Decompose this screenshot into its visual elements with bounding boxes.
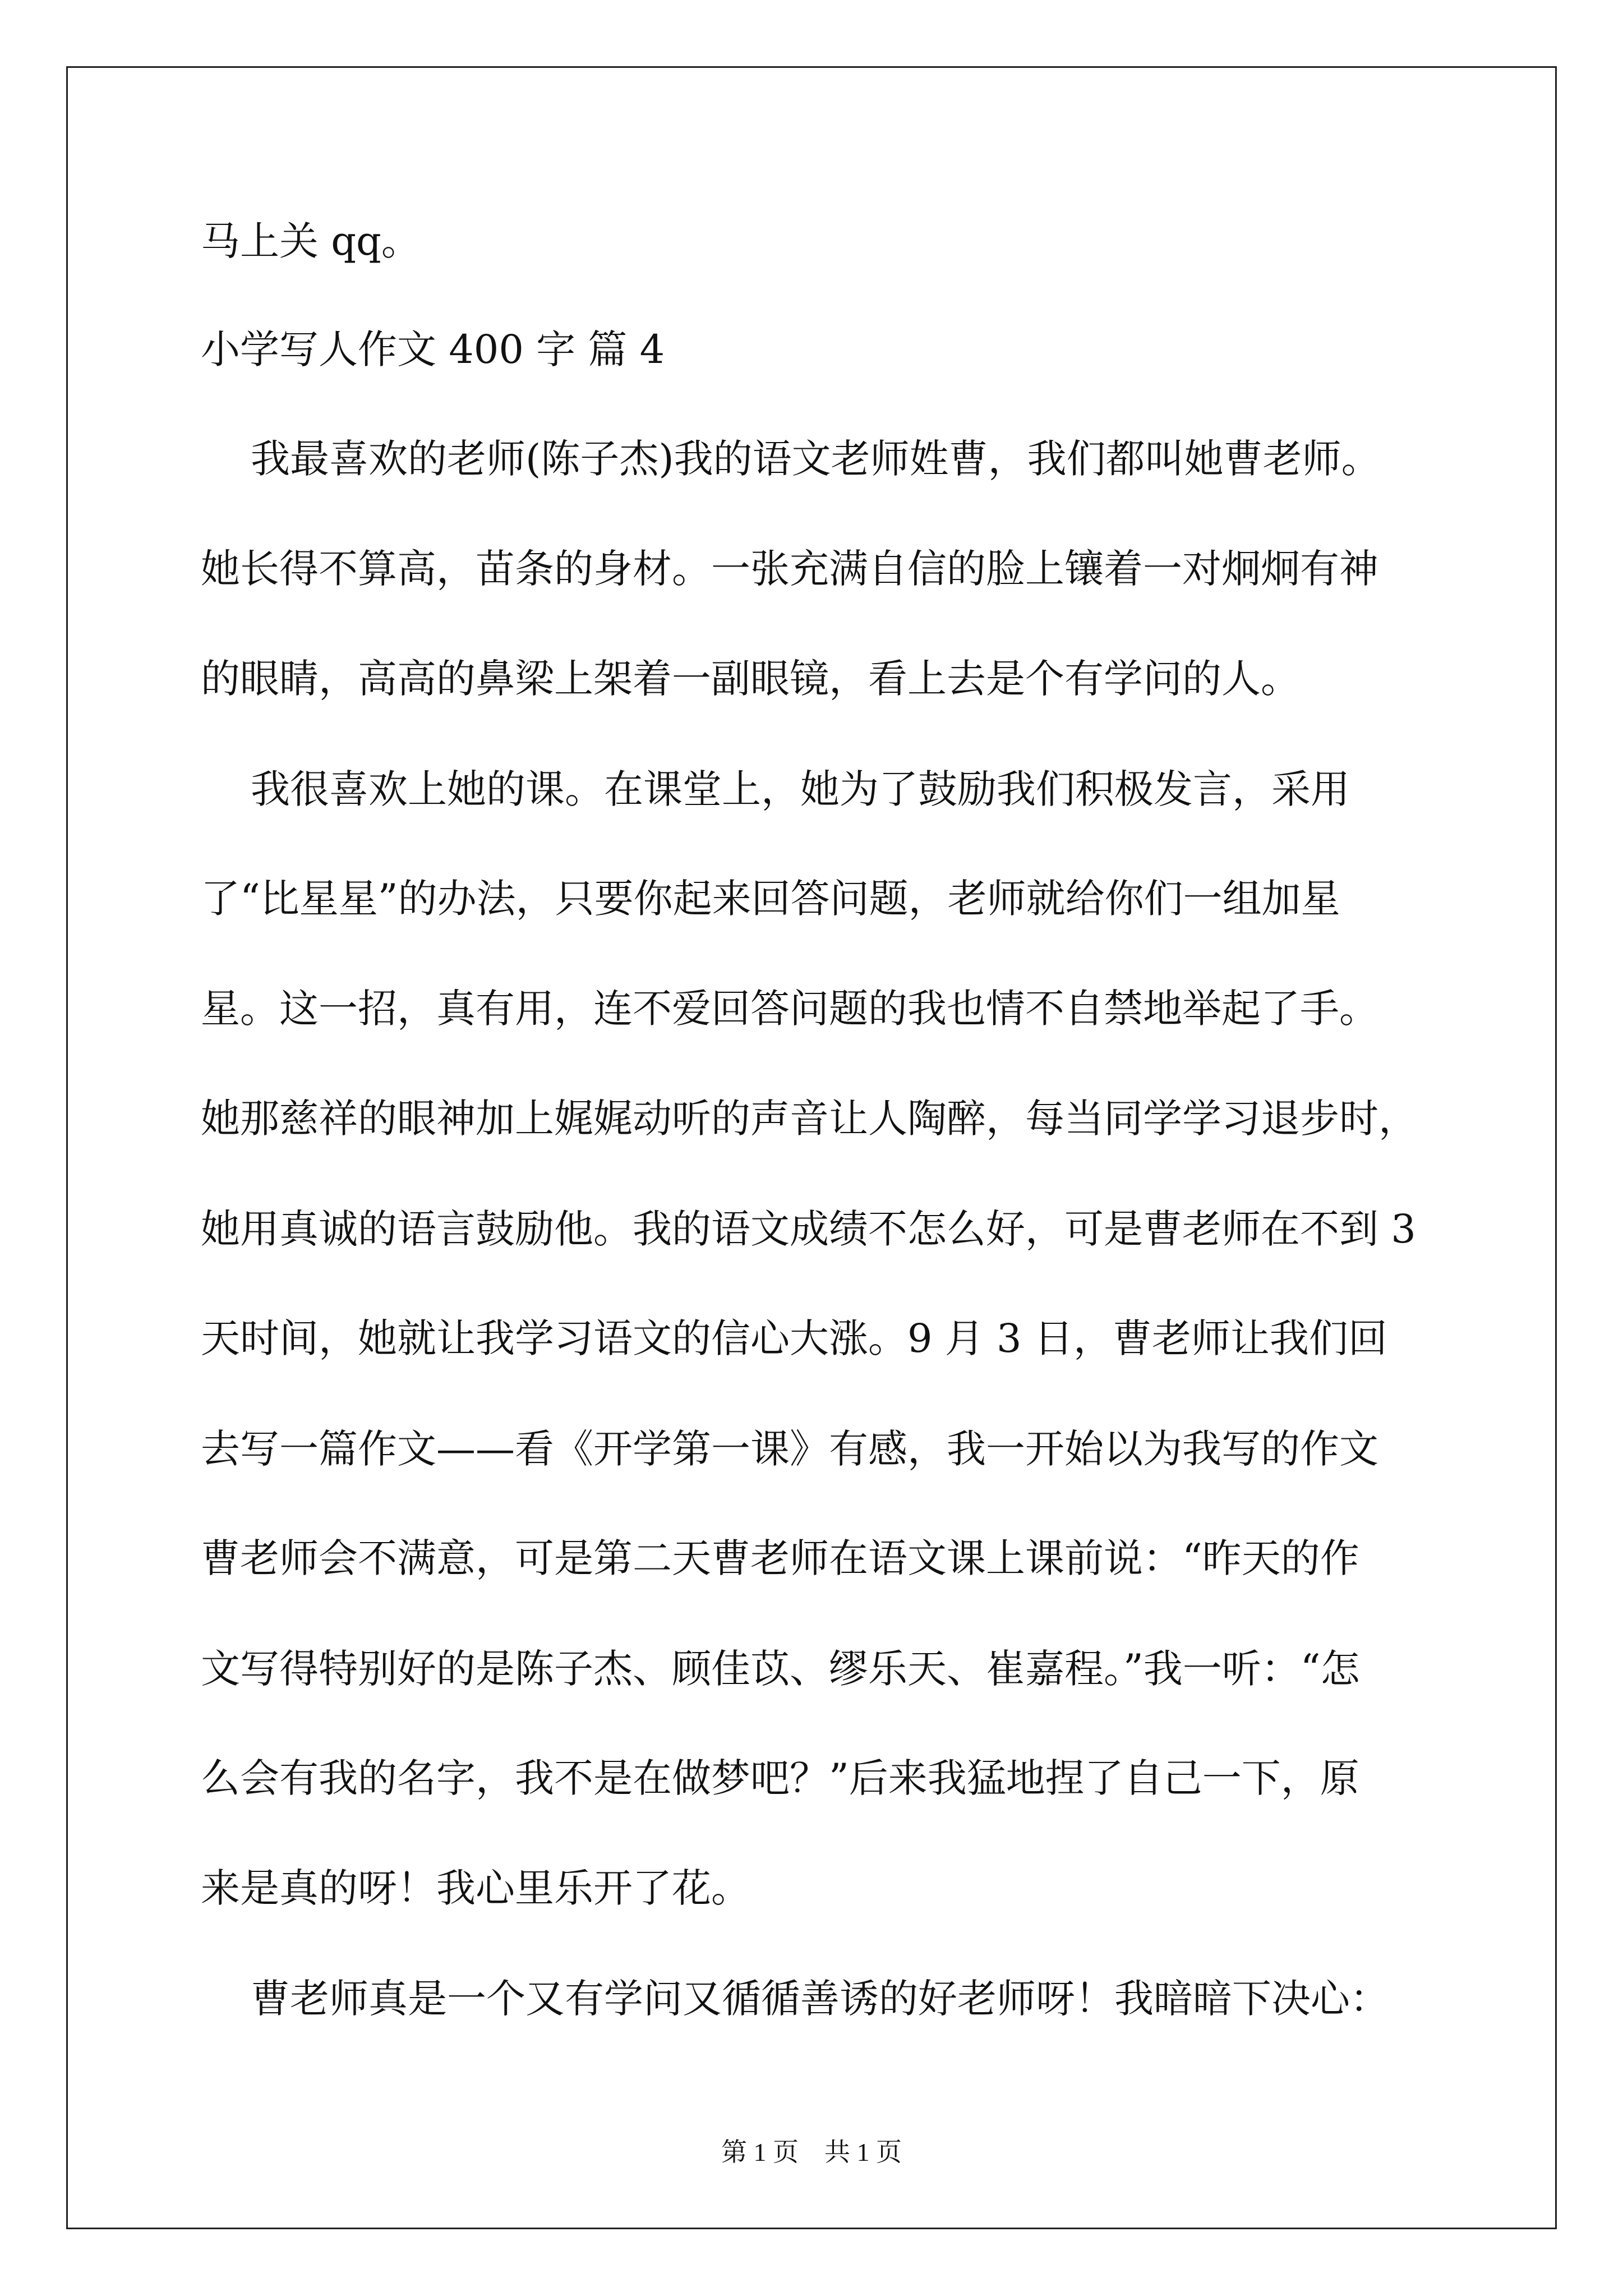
text-line: 她那慈祥的眼神加上娓娓动听的声音让人陶醉，每当同学学习退步时， [201, 1096, 1418, 1142]
text-line: 文写得特别好的是陈子杰、顾佳苡、缪乐天、崔嘉程。”我一听：“怎 [201, 1646, 1360, 1692]
text-line: 我最喜欢的老师(陈子杰)我的语文老师姓曹，我们都叫她曹老师。 [201, 436, 1381, 482]
text-line: 星。这一招，真有用，连不爱回答问题的我也情不自禁地举起了手。 [201, 986, 1378, 1032]
text-line: 来是真的呀！我心里乐开了花。 [201, 1865, 750, 1911]
text-line: 么会有我的名字，我不是在做梦吧？”后来我猛地捏了自己一下，原 [201, 1755, 1359, 1801]
text-line: 她长得不算高，苗条的身材。一张充满自信的脸上镶着一对炯炯有神 [201, 546, 1378, 592]
text-line: 曹老师真是一个又有学问又循循善诱的好老师呀！我暗暗下决心： [201, 1976, 1390, 2022]
text-line: 了“比星星”的办法，只要你起来回答问题，老师就给你们一组加星 [201, 876, 1340, 922]
text-line: 马上关 qq。 [201, 218, 421, 264]
text-line: 我很喜欢上她的课。在课堂上，她为了鼓励我们积极发言，采用 [201, 766, 1350, 812]
text-line: 的眼睛，高高的鼻梁上架着一副眼镜，看上去是个有学问的人。 [201, 656, 1300, 702]
text-line: 曹老师会不满意，可是第二天曹老师在语文课上课前说：“昨天的作 [201, 1535, 1359, 1581]
section-heading: 小学写人作文 400 字 篇 4 [201, 326, 665, 372]
text-line: 天时间，她就让我学习语文的信心大涨。9 月 3 日，曹老师让我们回 [201, 1315, 1387, 1361]
page-footer: 第 1 页 共 1 页 [721, 2138, 902, 2166]
text-line: 去写一篇作文——看《开学第一课》有感，我一开始以为我写的作文 [201, 1426, 1378, 1472]
text-line: 她用真诚的语言鼓励他。我的语文成绩不怎么好，可是曹老师在不到 3 [201, 1206, 1416, 1252]
